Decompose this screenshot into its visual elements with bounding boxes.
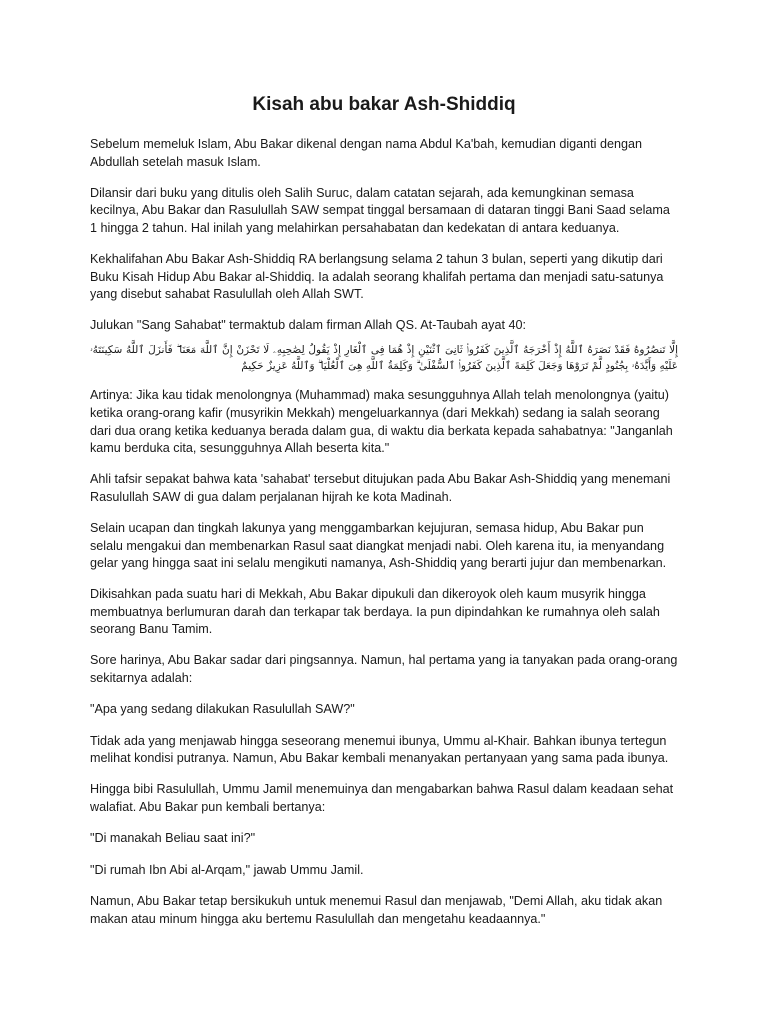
paragraph: Dikisahkan pada suatu hari di Mekkah, Abu Bakar dipukuli dan dikeroyok oleh kaum musyrik hingga membuatnya berlumuran darah dan terkapar tak berdaya. Ia pun dipindahkan ke rumahnya oleh salah seorang Banu Tamim.: [90, 587, 660, 637]
paragraph: Sore harinya, Abu Bakar sadar dari pingsannya. Namun, hal pertama yang ia tanyakan pada orang-orang sekitarnya adalah:: [90, 653, 678, 686]
document-title: Kisah abu bakar Ash-Shiddiq: [252, 94, 516, 115]
paragraph: Selain ucapan dan tingkah lakunya yang menggambarkan kejujuran, semasa hidup, Abu Bakar pun selalu mengakui dan membenarkan Rasul saat diangkat menjadi nabi. Oleh karena itu, ia menyandang gelar yang hingga saat ini selalu mengikuti namanya, Ash-Shiddiq yang berarti jujur dan membenarkan.: [90, 520, 667, 571]
paragraph: Namun, Abu Bakar tetap bersikukuh untuk menemui Rasul dan menjawab, "Demi Allah, aku tidak akan makan atau minum hingga aku bertemu Rasulullah dan mengetahu keadaannya.": [90, 894, 663, 926]
paragraph: Dilansir dari buku yang ditulis oleh Salih Suruc, dalam catatan sejarah, ada kemungkinan semasa kecilnya, Abu Bakar dan Rasulullah SAW sempat tinggal bersamaan di dataran tinggi Bani Saad selama 1 hingga 2 tahun. Hal inilah yang melahirkan persahabatan dan kedekatan di antara keduanya.: [90, 185, 670, 235]
paragraph: Tidak ada yang menjawab hingga seseorang menemui ibunya, Ummu al-Khair. Bahkan ibunya tertegun melihat kondisi putranya. Namun, Abu Bakar kembali menanyakan pertanyaan yang sama pada ibunya.: [90, 733, 669, 766]
paragraph: Ahli tafsir sepakat bahwa kata 'sahabat' tersebut ditujukan pada Abu Bakar Ash-Shiddiq yang menemani Rasulullah SAW di gua dalam perjalanan hijrah ke kota Madinah.: [90, 472, 671, 504]
paragraph: Artinya: Jika kau tidak menolongnya (Muhammad) maka sesungguhnya Allah telah menolongnya (yaitu) ketika orang-orang kafir (musyrikin Mekkah) mengeluarkannya (dari Mekkah) sedang ia salah seorang dari dua orang ketika keduanya berada dalam gua, di waktu dia berkata kepada sahabatnya: "Janganlah kamu berduka cita, sesungguhnya Allah beserta kita.": [90, 388, 673, 456]
arabic-verse: إِلَّا تَنصُرُوهُ فَقَدْ نَصَرَهُ ٱللَّهُ إِذْ أَخْرَجَهُ ٱلَّذِينَ كَفَرُوا۟ ثَانِىَ ٱثْنَيْنِ إِذْ هُمَا فِى ٱلْغَارِ إِذْ يَقُولُ لِصَٰحِبِهِۦ لَا تَحْزَنْ إِنَّ ٱللَّهَ مَعَنَا ۖ فَأَنزَلَ ٱللَّهُ سَكِينَتَهُۥ عَلَيْهِ وَأَيَّدَهُۥ بِجُنُودٍ لَّمْ تَرَوْهَا وَجَعَلَ كَلِمَةَ ٱلَّذِينَ كَفَرُوا۟ ٱلسُّفْلَىٰ ۗ وَكَلِمَةُ ٱللَّهِ هِىَ ٱلْعُلْيَا ۗ وَٱللَّهُ عَزِيزٌ حَكِيمٌ: [90, 344, 678, 373]
quote-paragraph: "Di rumah Ibn Abi al-Arqam," jawab Ummu Jamil.: [90, 862, 364, 877]
quote-paragraph: "Apa yang sedang dilakukan Rasulullah SAW?": [90, 702, 355, 717]
paragraph: Sebelum memeluk Islam, Abu Bakar dikenal dengan nama Abdul Ka'bah, kemudian diganti dengan Abdullah setelah masuk Islam.: [90, 137, 642, 169]
paragraph: Kekhalifahan Abu Bakar Ash-Shiddiq RA berlangsung selama 2 tahun 3 bulan, seperti yang dikutip dari Buku Kisah Hidup Abu Bakar al-Shiddiq. Ia adalah seorang khalifah pertama dan menjadi satu-satunya yang disebut sahabat Rasulullah oleh Allah SWT.: [90, 251, 664, 302]
paragraph: Hingga bibi Rasulullah, Ummu Jamil menemuinya dan mengabarkan bahwa Rasul dalam keadaan sehat walafiat. Abu Bakar pun kembali bertanya:: [90, 782, 674, 815]
paragraph: Julukan "Sang Sahabat" termaktub dalam firman Allah QS. At-Taubah ayat 40:: [90, 318, 526, 333]
quote-paragraph: "Di manakah Beliau saat ini?": [90, 831, 256, 846]
